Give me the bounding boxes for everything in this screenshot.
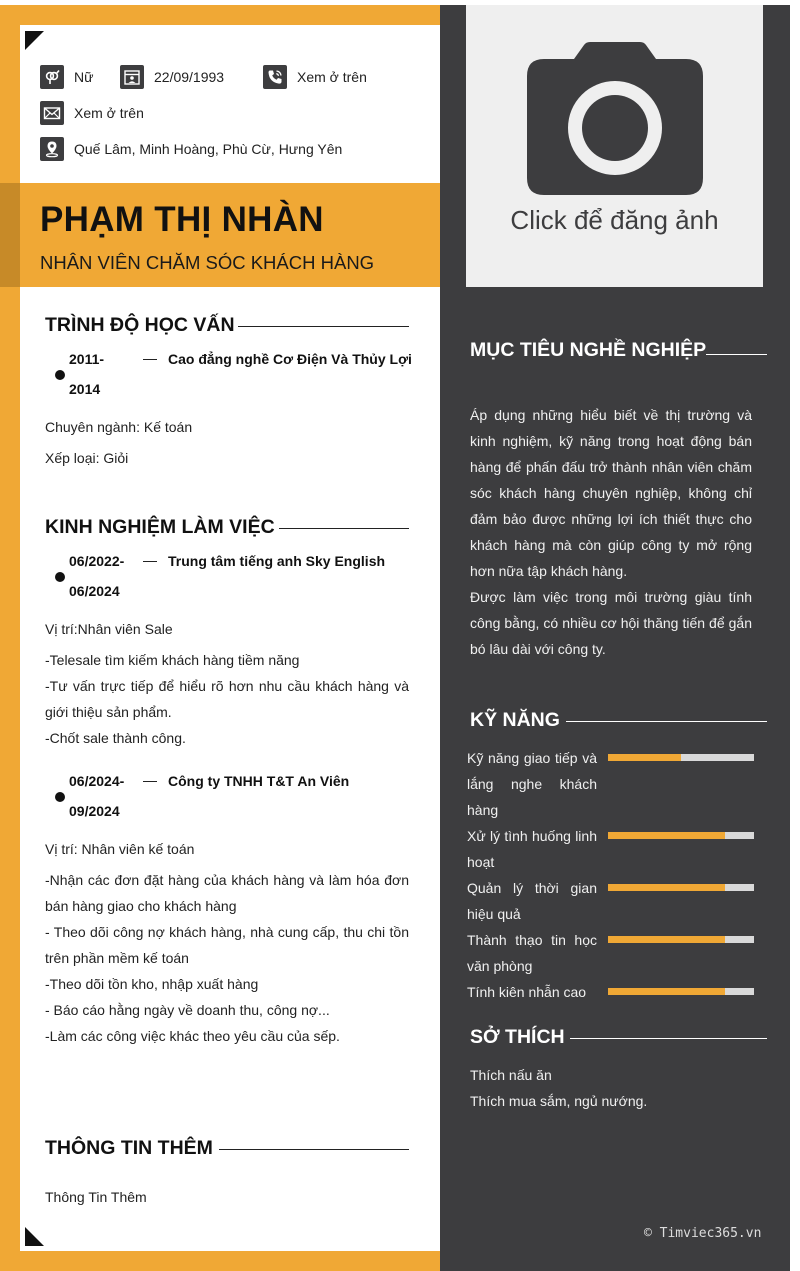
skill-bar [608,936,754,943]
skill-bar [608,988,754,995]
job-role: Vị trí:Nhân viên Sale [45,621,173,637]
contact-gender[interactable] [40,65,93,89]
hobbies-heading-line [570,1038,767,1039]
education-major: Chuyên ngành: Kế toán [45,419,193,435]
education-heading: TRÌNH ĐỘ HỌC VẤN [45,314,235,336]
corner-decoration-bottom [25,1227,44,1246]
calendar-icon [120,65,144,89]
skill-bar-fill [608,988,725,995]
extra-info-heading-line [219,1149,409,1150]
hobby-item: Thích nấu ăn [470,1067,552,1083]
email-value: Xem ở trên [74,105,144,121]
job-details: -Nhận các đơn đặt hàng của khách hàng và làm hóa đơn bán hàng giao cho khách hàng - Theo dõi công nợ khách hàng, nhà cung cấp, thu chi tồn trên phần mềm kế toán -Theo dõi tồn kho, nhập xuất hàng - Báo cáo hằng ngày về doanh thu, công nợ... -Làm các công việc khác theo yêu cầu của sếp. [45,872,409,1044]
contact-phone[interactable] [263,65,367,89]
timeline-dash [143,359,157,360]
timeline-dash [143,561,157,562]
timeline-dot [55,370,65,380]
contact-email[interactable] [40,101,144,125]
skill-name: Quản lý thời gian hiệu quả [467,880,597,922]
photo-upload-label: Click để đăng ảnh [510,205,719,235]
skill-name: Tính kiên nhẫn cao [467,984,587,1000]
photo-upload[interactable] [466,5,763,287]
contact-address[interactable] [40,137,342,161]
address-value: Quế Lâm, Minh Hoàng, Phù Cừ, Hưng Yên [74,141,343,157]
name-banner-edge [0,183,20,287]
birthday-value: 22/09/1993 [154,69,225,85]
education-heading-line [238,326,409,327]
timeline-dash [143,781,157,782]
skill-name: Xử lý tình huống linh hoạt [467,828,597,870]
job-date: 06/2024- 09/2024 [69,773,125,819]
job-details: -Telesale tìm kiếm khách hàng tiềm năng -Tư vấn trực tiếp để hiểu rõ hơn nhu cầu khách hàng và giới thiệu sản phẩm. -Chốt sale thành công. [45,652,409,746]
skill-bar-fill [608,832,725,839]
skills-heading: KỸ NĂNG [470,709,560,731]
skill-name: Thành thạo tin học văn phòng [467,932,597,974]
experience-heading-line [279,528,409,529]
experience-heading: KINH NGHIỆM LÀM VIỆC [45,516,275,538]
gender-value: Nữ [74,69,94,85]
phone-icon [263,65,287,89]
hobbies-heading: SỞ THÍCH [470,1026,565,1048]
skill-bar-fill [608,884,725,891]
full-name: PHẠM THỊ NHÀN [40,200,324,239]
email-icon [40,101,64,125]
objective-heading: MỤC TIÊU NGHỀ NGHIỆP [470,339,707,361]
job-role: Vị trí: Nhân viên kế toán [45,841,195,857]
timeline-dot [55,572,65,582]
hobby-item: Thích mua sắm, ngủ nướng. [470,1093,648,1109]
extra-info-text: Thông Tin Thêm [45,1189,147,1205]
skill-bar-fill [608,754,681,761]
extra-info-heading: THÔNG TIN THÊM [45,1137,213,1159]
objective-heading-line [706,354,767,355]
skill-name: Kỹ năng giao tiếp và lắng nghe khách hàng [467,750,597,818]
skill-bar [608,832,754,839]
job-date: 06/2022- 06/2024 [69,553,125,599]
skill-bar [608,884,754,891]
education-grade: Xếp loại: Giỏi [45,450,129,466]
skill-bar [608,754,754,761]
job-company: Trung tâm tiếng anh Sky English [168,553,386,569]
education-school: Cao đẳng nghề Cơ Điện Và Thủy Lợi [168,351,412,367]
camera-icon [526,41,704,196]
gender-icon [40,65,64,89]
timeline-dot [55,792,65,802]
skill-bar-fill [608,936,725,943]
copyright-notice: © Timviec365.vn [644,1226,762,1241]
name-banner [0,183,440,287]
job-company: Công ty TNHH T&T An Viên [168,773,350,789]
education-date: 2011- 2014 [69,351,105,397]
location-pin-icon [40,137,64,161]
phone-value: Xem ở trên [297,69,367,85]
job-title: NHÂN VIÊN CHĂM SÓC KHÁCH HÀNG [40,252,375,273]
objective-text: Áp dụng những hiểu biết về thị trường và kinh nghiệm, kỹ năng trong hoạt động bán hàng để phấn đấu trở thành nhân viên chăm sóc khách hàng chuyên nghiệp, không chỉ đảm bảo được những lợi ích thiết thực cho khách hàng mà còn giúp công ty mở rộng hơn nữa tập khách hàng. Được làm việc trong môi trường giàu tính công bằng, có nhiều cơ hội thăng tiến để gắn bó lâu dài với công ty. [470,407,752,657]
skills-heading-line [566,721,767,722]
contact-birthday[interactable] [120,65,224,89]
corner-decoration-top [25,31,44,50]
